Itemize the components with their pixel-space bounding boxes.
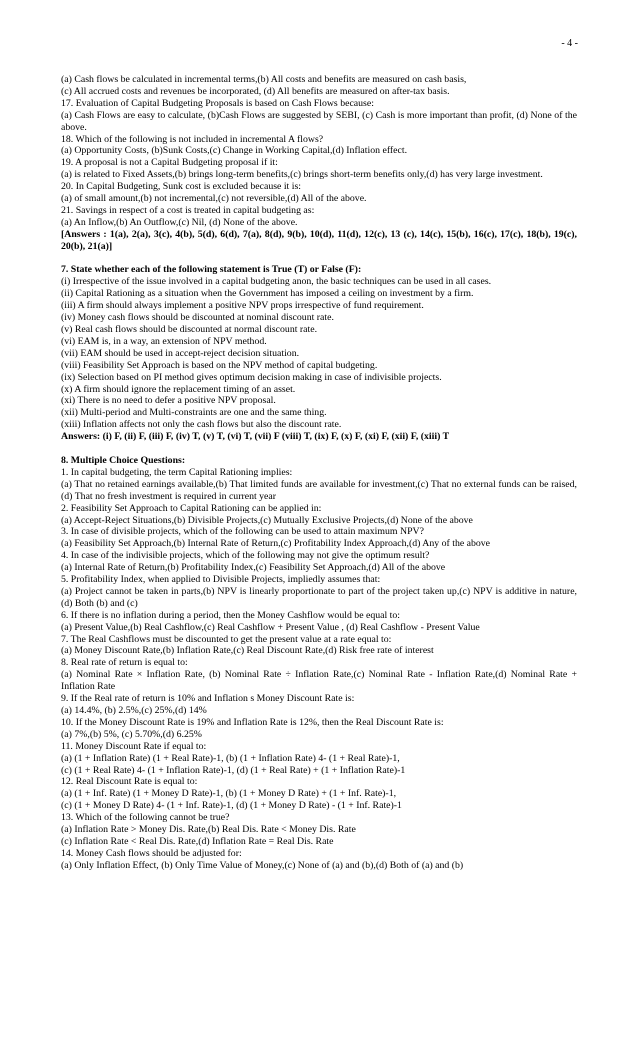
statement-item: (vi) EAM is, in a way, an extension of NPV method. (61, 335, 267, 347)
statement-item: (i) Irrespective of the issue involved in a capital budgeting anon, the basic techniques can be used in all cases. (61, 276, 492, 288)
statement-item: (v) Real cash flows should be discounted at normal discount rate. (61, 324, 318, 336)
question-7: 7. The Real Cashflows must be discounted to get the present value at a rate equal to: (61, 633, 392, 645)
question-9-options: (a) 14.4%, (b) 2.5%,(c) 25%,(d) 14% (61, 705, 207, 716)
question-20: 20. In Capital Budgeting, Sunk cost is excluded because it is: (61, 181, 301, 193)
statement-item: (iv) Money cash flows should be discounted at nominal discount rate. (61, 312, 334, 324)
statement-item: (ii) Capital Rationing as a situation when the Government has imposed a ceiling on investment by a firm. (61, 288, 474, 300)
question-9: 9. If the Real rate of return is 10% and Inflation s Money Discount Rate is: (61, 693, 355, 705)
question-4-options: (a) Internal Rate of Return,(b) Profitability Index,(c) Feasibility Set Approach,(d) All of the above (61, 562, 446, 574)
question-12-options: (a) (1 + Inf. Rate) (1 + Money D Rate)-1, (b) (1 + Money D Rate) + (1 + Inf. Rate)-1, (61, 788, 397, 800)
question-20-options: (a) of small amount,(b) not incremental,(c) not reversible,(d) All of the above. (61, 193, 367, 205)
question-5: 5. Profitability Index, when applied to Divisible Projects, impliedly assumes that: (61, 574, 381, 586)
question-11-options: (a) (1 + Inflation Rate) (1 + Real Rate)-1, (b) (1 + Inflation Rate) 4- (1 + Real Rate)-1, (61, 752, 400, 764)
question-8: 8. Real rate of return is equal to: (61, 657, 188, 669)
statement-item: (viii) Feasibility Set Approach is based on the NPV method of capital budgeting. (61, 359, 378, 371)
question-13: 13. Which of the following cannot be true? (61, 812, 230, 824)
question-17: 17. Evaluation of Capital Budgeting Proposals is based on Cash Flows because: (61, 97, 374, 109)
question-6: 6. If there is no inflation during a period, then the Money Cashflow would be equal to: (61, 609, 401, 621)
question-19-options: (a) is related to Fixed Assets,(b) brings long-term benefits,(c) brings short-term benefits only,(d) has very large investment. (61, 169, 543, 181)
page-number: - 4 - (561, 38, 578, 49)
answers-key-section-6: [Answers : 1(a), 2(a), 3(c), 4(b), 5(d), 6(d), 7(a), 8(d), 9(b), 10(d), 11(d), 12(c), 13 (c), 14(c), 15(b), 16(c), 17(c), 18(b), 19(c), 20(b), 21(a)] (61, 228, 577, 252)
question-7-options: (a) Money Discount Rate,(b) Inflation Rate,(c) Real Discount Rate,(d) Risk free rate of interest (61, 645, 434, 657)
question-11: 11. Money Discount Rate if equal to: (61, 740, 207, 752)
question-13-options: (c) Inflation Rate < Real Dis. Rate,(d) Inflation Rate = Real Dis. Rate (61, 835, 334, 847)
section-7-heading: 7. State whether each of the following statement is True (T) or False (F): (61, 264, 362, 276)
question-14-options: (a) Only Inflation Effect, (b) Only Time Value of Money,(c) None of (a) and (b),(d) Both of (a) and (b) (61, 859, 464, 871)
question-10-options: (a) 7%,(b) 5%, (c) 5.70%,(d) 6.25% (61, 728, 202, 740)
statement-item: (xii) Multi-period and Multi-constraints are one and the same thing. (61, 407, 327, 419)
question-2: 2. Feasibility Set Approach to Capital Rationing can be applied in: (61, 502, 322, 514)
question-14: 14. Money Cash flows should be adjusted for: (61, 847, 242, 859)
section-8-heading: 8. Multiple Choice Questions: (61, 454, 186, 466)
question-8-options: (a) Nominal Rate × Inflation Rate, (b) Nominal Rate ÷ Inflation Rate,(c) Nominal Rate - Inflation Rate,(d) Nominal Rate + Inflation Rate (61, 669, 577, 693)
question-6-options: (a) Present Value,(b) Real Cashflow,(c) Real Cashflow + Present Value , (d) Real Cashflow - Present Value (61, 621, 480, 633)
question-18: 18. Which of the following is not included in incremental A flows? (61, 133, 324, 145)
question-11-options: (c) (1 + Real Rate) 4- (1 + Inflation Rate)-1, (d) (1 + Real Rate) + (1 + Inflation Rate)-1 (61, 764, 406, 776)
question-18-options: (a) Opportunity Costs, (b)Sunk Costs,(c) Change in Working Capital,(d) Inflation effect. (61, 145, 408, 157)
statement-item: (ix) Selection based on PI method gives optimum decision making in case of indivisible projects. (61, 371, 442, 383)
statement-item: (iii) A firm should always implement a positive NPV props irrespective of fund requirement. (61, 300, 424, 312)
document-body (61, 74, 577, 872)
question-5-options: (a) Project cannot be taken in parts,(b) NPV is linearly proportionate to part of the project taken up,(c) NPV is additive in nature,(d) Both (b) and (c) (61, 585, 577, 609)
statement-item: (x) A firm should ignore the replacement timing of an asset. (61, 383, 296, 395)
question-1-options: (a) That no retained earnings available,(b) That limited funds are available for investment,(c) That no external funds can be raised,(d) That no fresh investment is required in current year (61, 478, 577, 502)
question-12-options: (c) (1 + Money D Rate) 4- (1 + Inf. Rate)-1, (d) (1 + Money D Rate) - (1 + Inf. Rate)-1 (61, 800, 402, 812)
question-17-options: (a) Cash Flows are easy to calculate, (b)Cash Flows are suggested by SEBI, (c) Cash is more important than profit, (d) None of the above. (61, 109, 577, 133)
question-3: 3. In case of divisible projects, which of the following can be used to attain maximum NPV? (61, 526, 424, 538)
question-10: 10. If the Money Discount Rate is 19% and Inflation Rate is 12%, then the Real Discount Rate is: (61, 716, 444, 728)
question-21: 21. Savings in respect of a cost is treated in capital budgeting as: (61, 204, 315, 216)
question-1: 1. In capital budgeting, the term Capital Rationing implies: (61, 466, 293, 478)
text-line: (a) Cash flows be calculated in incremental terms,(b) All costs and benefits are measured on cash basis, (61, 74, 467, 85)
text-line: (c) All accrued costs and revenues be incorporated, (d) All benefits are measured on after-tax basis. (61, 85, 450, 97)
answers-key-section-7: Answers: (i) F, (ii) F, (iii) F, (iv) T, (v) T, (vi) T, (vii) F (viii) T, (ix) F, (x) F, (xi) F, (xii) F, (xiii) T (61, 431, 450, 443)
statement-item: (xiii) Inflation affects not only the cash flows but also the discount rate. (61, 419, 342, 431)
question-21-options: (a) An Inflow,(b) An Outflow,(c) Nil, (d) None of the above. (61, 216, 298, 228)
question-3-options: (a) Feasibility Set Approach,(b) Internal Rate of Return,(c) Profitability Index Approach,(d) Any of the above (61, 538, 491, 550)
question-2-options: (a) Accept-Reject Situations,(b) Divisible Projects,(c) Mutually Exclusive Projects,(d) None of the above (61, 514, 473, 526)
statement-item: (xi) There is no need to defer a positive NPV proposal. (61, 395, 276, 407)
statement-item: (vii) EAM should be used in accept-reject decision situation. (61, 347, 300, 359)
question-12: 12. Real Discount Rate is equal to: (61, 776, 198, 788)
question-13-options: (a) Inflation Rate > Money Dis. Rate,(b) Real Dis. Rate < Money Dis. Rate (61, 824, 356, 836)
question-19: 19. A proposal is not a Capital Budgeting proposal if it: (61, 157, 278, 169)
question-4: 4. In case of the indivisible projects, which of the following may not give the optimum result? (61, 550, 430, 562)
